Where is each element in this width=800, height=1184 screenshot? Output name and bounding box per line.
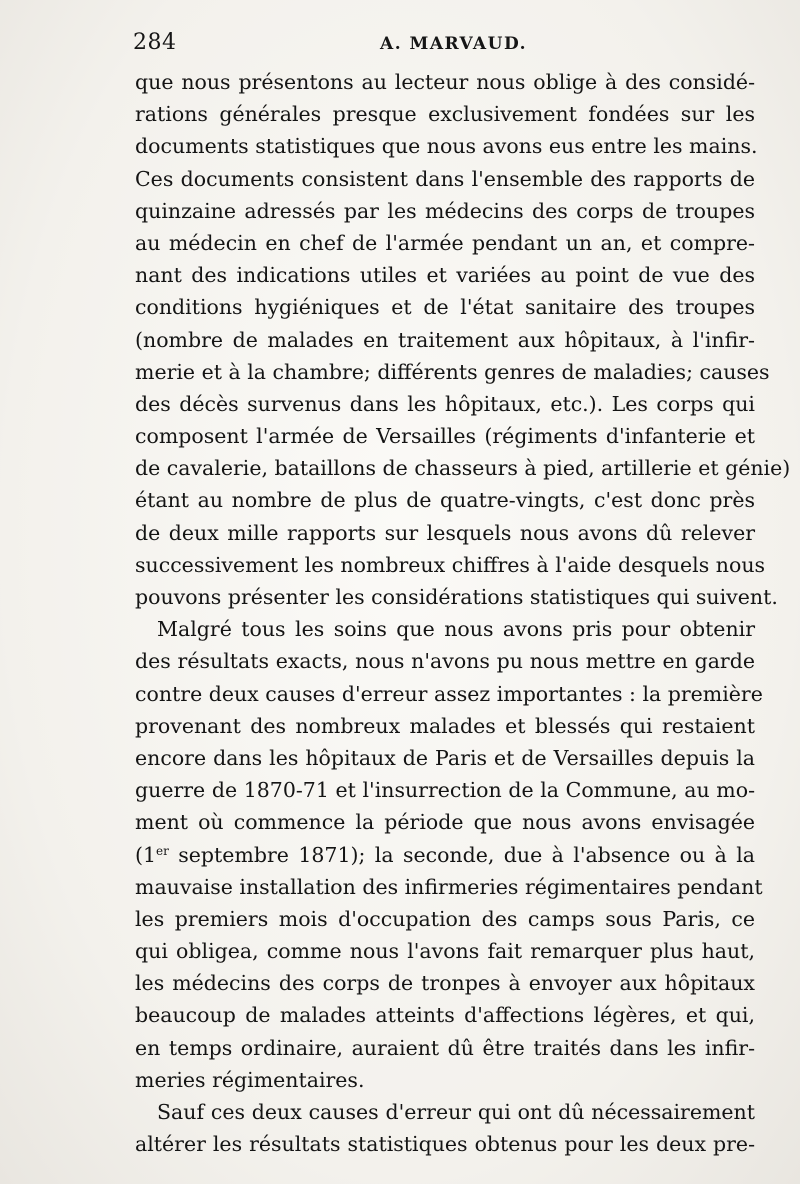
text-line: nant des indications utiles et variées au point de vue des [135,263,755,288]
page-header [133,28,753,62]
text-line: guerre de 1870-71 et l'insurrection de la Commune, au mo- [135,778,755,803]
text-line: rations générales presque exclusivement fondées sur les [135,102,755,127]
running-head: A. MARVAUD. [380,34,527,54]
superscript: er [156,843,169,858]
text-line: altérer les résultats statistiques obtenus pour les deux pre- [135,1132,755,1157]
text-line: au médecin en chef de l'armée pendant un an, et compre- [135,230,755,255]
text-line: étant au nombre de plus de quatre-vingts, c'est donc près [135,488,755,513]
text-line: Malgré tous les soins que nous avons pris pour obtenir [157,617,755,642]
text-line [135,839,755,871]
text-line: encore dans les hôpitaux de Paris et de Versailles depuis la [135,745,755,770]
text-line: contre deux causes d'erreur assez importantes : la première [135,681,763,706]
text-line: des résultats exacts, nous n'avons pu nous mettre en garde [135,649,755,674]
text-line: Sauf ces deux causes d'erreur qui ont dû nécessairement [157,1100,755,1124]
text-line: de cavalerie, bataillons de chasseurs à pied, artillerie et génie) [135,456,791,481]
text-line: beaucoup de malades atteints d'affections légères, et qui, [135,1003,755,1028]
text-line: que nous présentons au lecteur nous oblige à des considé- [135,70,755,94]
text-line: mauvaise installation des infirmeries régimentaires pendant [135,874,763,899]
text-line: les premiers mois d'occupation des camps sous Paris, ce [135,906,755,931]
text-line: documents statistiques que nous avons eus entre les mains. [135,134,758,159]
page-number: 284 [133,30,177,55]
text-line: ment où commence la période que nous avons envisagée [135,810,755,835]
text-line: conditions hygiéniques et de l'état sanitaire des troupes [135,295,755,320]
text-fragment: septembre 1871); la seconde, due à l'absence ou à la [168,842,755,867]
text-line: meries régimentaires. [135,1067,365,1092]
text-line: composent l'armée de Versailles (régiments d'infanterie et [135,424,755,449]
text-line: quinzaine adressés par les médecins des corps de troupes [135,198,755,223]
text-line: successivement les nombreux chiffres à l'aide desquels nous [135,552,766,577]
text-line: de deux mille rapports sur lesquels nous avons dû relever [135,520,755,545]
text-line: les médecins des corps de tronpes à envoyer aux hôpitaux [135,971,755,996]
text-line: pouvons présenter les considérations statistiques qui suivent. [135,585,778,609]
text-line: en temps ordinaire, auraient dû être traités dans les infir- [135,1035,755,1060]
text-line: merie et à la chambre; différents genres de maladies; causes [135,359,770,384]
text-line: (nombre de malades en traitement aux hôpitaux, à l'infir- [135,327,755,352]
body-text [135,66,791,1160]
text-line: Ces documents consistent dans l'ensemble des rapports de [135,166,755,191]
text-fragment: (1 [135,842,157,867]
text-line: des décès survenus dans les hôpitaux, etc.). Les corps qui [135,391,755,416]
text-line: provenant des nombreux malades et blessés qui restaient [135,713,755,738]
text-line: qui obligea, comme nous l'avons fait remarquer plus haut, [135,939,755,964]
